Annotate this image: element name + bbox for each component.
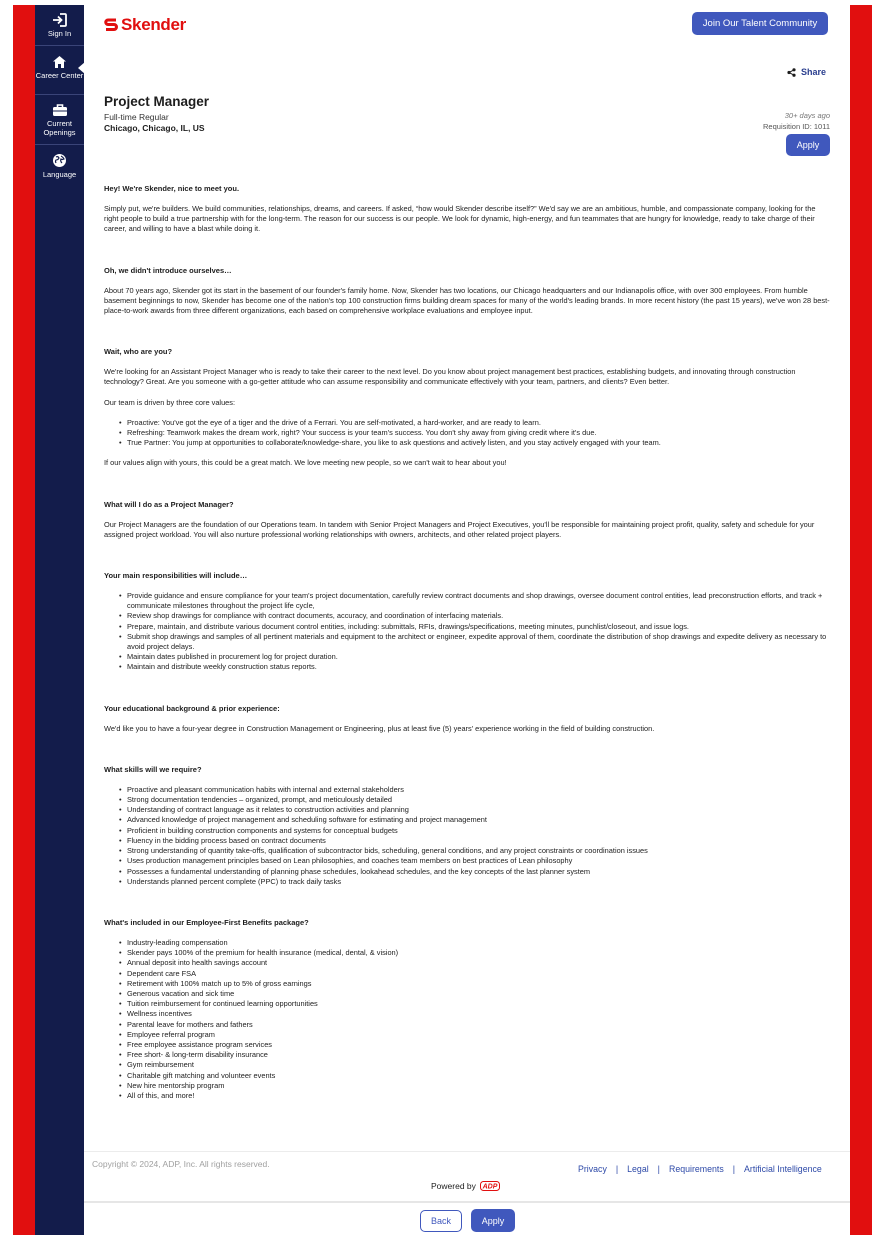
list-item: • Maintain dates published in procurement log for project duration.	[121, 652, 831, 662]
section-body: Our Project Managers are the foundation of our Operations team. In tandem with Senior Project Managers and Project Executives, you'll be responsible for maintaining project profit, quality, safety and schedule for your assigned project workload. You will also nurture professional working relationships with owners, architects, and other related project players.	[104, 519, 815, 539]
artificial-intelligence-link[interactable]: Artificial Intelligence	[744, 1164, 822, 1174]
nav-divider	[35, 45, 84, 46]
link-separator: |	[615, 1164, 619, 1174]
list-item: • Review shop drawings for compliance with contract documents, accuracy, and coordination of interfacing materials.	[121, 611, 831, 621]
section-body: If our values align with yours, this could be a great match. We love meeting new people, so we can't wait to hear about you!	[104, 458, 507, 468]
section-body: We'd like you to have a four-year degree in Construction Management or Engineering, plus at least five (5) years' experience working in the field of building construction.	[104, 723, 655, 733]
nav-divider	[35, 94, 84, 95]
list-item: • Strong documentation tendencies – organized, prompt, and meticulously detailed	[121, 795, 831, 805]
list-item: • Industry-leading compensation	[121, 938, 831, 948]
section-body: We're looking for an Assistant Project Manager who is ready to take their career to the next level. Do you know about project management best practices, establishing budgets, and innovating through construction technology? Great. Are you someone with a go-getter attitude who can assume responsibility and communicate effectively with your team, partners, and clients? Even better.	[104, 367, 796, 387]
job-description	[104, 184, 831, 1101]
skender-logo-icon	[104, 18, 118, 33]
share-label: Share	[801, 67, 827, 77]
list-item: • Strong understanding of quantity take-offs, qualification of subcontractor bids, scheduling, general conditions, and any project constraints or coordination issues	[121, 846, 831, 856]
list-item: • All of this, and more!	[121, 1091, 831, 1101]
job-type: Full-time Regular	[104, 112, 169, 122]
list-item: • Annual deposit into health savings account	[121, 958, 831, 968]
nav-label: Sign In	[47, 29, 72, 38]
nav-label: Career Center	[35, 71, 84, 80]
responsibilities-list	[104, 591, 831, 673]
section-heading: What's included in our Employee-First Benefits package?	[104, 917, 309, 927]
nav-label: Language	[42, 170, 77, 179]
list-item: • Proactive: You've got the eye of a tiger and the drive of a Ferrari. You are self-motivated, a hard-worker, and are ready to learn.	[121, 418, 831, 428]
list-item: • Proficient in building construction components and systems for conceptual budgets	[121, 826, 831, 836]
list-item: • Employee referral program	[121, 1030, 831, 1040]
powered-by-label: Powered by	[431, 1181, 476, 1191]
requisition-id: Requisition ID: 1011	[763, 122, 830, 131]
list-item: • Proactive and pleasant communication habits with internal and external stakeholders	[121, 785, 831, 795]
briefcase-icon	[52, 103, 68, 117]
posted-date: 30+ days ago	[784, 111, 830, 120]
list-item: • Skender pays 100% of the premium for health insurance (medical, dental, & vision)	[121, 948, 831, 958]
logo-text: Skender	[121, 15, 186, 34]
list-item: • Fluency in the bidding process based on contract documents	[121, 836, 831, 846]
legal-link[interactable]: Legal	[627, 1164, 649, 1174]
job-location: Chicago, Chicago, IL, US	[104, 123, 205, 133]
share-icon	[787, 68, 796, 77]
list-item: • Maintain and distribute weekly construction status reports.	[121, 662, 831, 672]
back-button[interactable]: Back	[420, 1210, 462, 1232]
list-item: • Tuition reimbursement for continued learning opportunities	[121, 999, 831, 1009]
list-item: • Retirement with 100% match up to 5% of gross earnings	[121, 979, 831, 989]
globe-icon	[52, 153, 67, 168]
list-item: • Refreshing: Teamwork makes the dream work, right? Your success is your team's success. You don't shy away from giving credit where it's due.	[121, 428, 831, 438]
list-item: • Charitable gift matching and volunteer events	[121, 1071, 831, 1081]
list-item: • Understands planned percent complete (PPC) to track daily tasks	[121, 877, 831, 887]
right-brand-bar	[850, 5, 872, 1235]
sign-in-icon	[52, 13, 67, 27]
list-item: • True Partner: You jump at opportunities to collaborate/knowledge-share, you like to ask questions and actively listen, and you stay actively engaged with your team.	[121, 438, 831, 448]
list-item: • Parental leave for mothers and fathers	[121, 1020, 831, 1030]
nav-item-current-openings[interactable]	[35, 103, 84, 137]
list-item: • Provide guidance and ensure compliance for your team's project documentation, carefully review contract documents and shop drawings, oversee document control entities, lead preconstruction efforts, and track + communicate milestones throughout the project life cycle,	[121, 591, 831, 611]
benefits-list	[104, 938, 831, 1101]
list-item: • Understanding of contract language as it relates to construction activities and planning	[121, 805, 831, 815]
list-item: • Advanced knowledge of project management and scheduling software for estimating and project management	[121, 815, 831, 825]
join-talent-community-button[interactable]: Join Our Talent Community	[692, 12, 828, 35]
share-button[interactable]	[787, 67, 826, 77]
adp-logo	[480, 1181, 500, 1191]
adp-logo-text: ADP	[482, 1183, 498, 1191]
bottom-action-bar	[84, 1201, 850, 1235]
footer-divider	[84, 1151, 850, 1152]
section-heading: Oh, we didn't introduce ourselves…	[104, 265, 232, 275]
privacy-link[interactable]: Privacy	[578, 1164, 607, 1174]
nav-item-language[interactable]	[35, 153, 84, 180]
section-heading: Your main responsibilities will include…	[104, 571, 248, 581]
skills-list	[104, 785, 831, 887]
section-heading: Your educational background & prior experience:	[104, 703, 280, 713]
nav-label: Current Openings	[43, 119, 76, 137]
list-item: • Prepare, maintain, and distribute various document control entities, including: submittals, RFIs, drawings/specifications, meeting minutes, punchlist/closeout, and issue logs.	[121, 622, 831, 632]
section-heading: What will I do as a Project Manager?	[104, 499, 234, 509]
list-item: • Dependent care FSA	[121, 969, 831, 979]
requirements-link[interactable]: Requirements	[668, 1164, 724, 1174]
list-item: • Free short- & long-term disability insurance	[121, 1050, 831, 1060]
section-body: Simply put, we're builders. We build communities, relationships, dreams, and careers. If asked, “how would Skender describe itself?” We'd say we are an ambitious, humble, and compassionate company, looking for the right people to build a true partnership with for the long-term. The reason for our success is our people. We look for dynamic, high-energy, and fun teammates that are hungry for knowledge, ready to take charge of their career, and willing to have a blast while doing it.	[104, 204, 816, 234]
section-heading: Wait, who are you?	[104, 347, 173, 357]
list-item: • Free employee assistance program services	[121, 1040, 831, 1050]
list-item: • Uses production management principles based on Lean philosophies, and coaches team members on best practices of Lean philosophy	[121, 856, 831, 866]
powered-by	[431, 1181, 500, 1191]
values-list	[104, 418, 831, 449]
list-item: • Wellness incentives	[121, 1009, 831, 1019]
list-item: • Gym reimbursement	[121, 1060, 831, 1070]
skender-logo[interactable]	[104, 15, 186, 35]
link-separator: |	[732, 1164, 736, 1174]
section-heading: Hey! We're Skender, nice to meet you.	[104, 184, 240, 193]
footer-links	[578, 1164, 822, 1174]
nav-divider	[35, 144, 84, 145]
list-item: • Submit shop drawings and samples of all pertinent materials and equipment to the architect or engineer, expedite approval of them, coordinate the distribution of shop drawings and expedite delivery as necessary to avoid project delays.	[121, 632, 831, 652]
link-separator: |	[657, 1164, 660, 1174]
apply-button-top[interactable]: Apply	[786, 134, 830, 156]
list-item: • New hire mentorship program	[121, 1081, 831, 1091]
list-item: • Possesses a fundamental understanding of planning phase schedules, lookahead schedules, and the key concepts of the last planner system	[121, 867, 831, 877]
nav-item-sign-in[interactable]	[35, 13, 84, 39]
section-body: Our team is driven by three core values:	[104, 397, 236, 407]
active-nav-indicator	[78, 62, 85, 74]
left-brand-bar	[13, 5, 35, 1235]
section-body: About 70 years ago, Skender got its start in the basement of our founder's family home. Now, Skender has two locations, our Chicago headquarters and our Indianapolis office, with over 300 employees. From humble basement beginnings to now, Skender has become one of the nation's top 100 construction firms building dream spaces for many of the world's leading brands. In more recent history (the past 15 years), we've won 28 best-place-to-work awards from three different organizations, each based on comprehensive workplace evaluations and employee input.	[104, 285, 830, 316]
nav-rail	[35, 5, 84, 1235]
home-icon	[52, 55, 67, 69]
copyright: Copyright © 2024, ADP, Inc. All rights reserved.	[92, 1159, 270, 1169]
section-heading: What skills will we require?	[104, 764, 202, 774]
apply-button-bottom[interactable]: Apply	[471, 1209, 515, 1232]
list-item: • Generous vacation and sick time	[121, 989, 831, 999]
job-title: Project Manager	[104, 94, 210, 109]
nav-item-career-center[interactable]	[35, 55, 84, 81]
